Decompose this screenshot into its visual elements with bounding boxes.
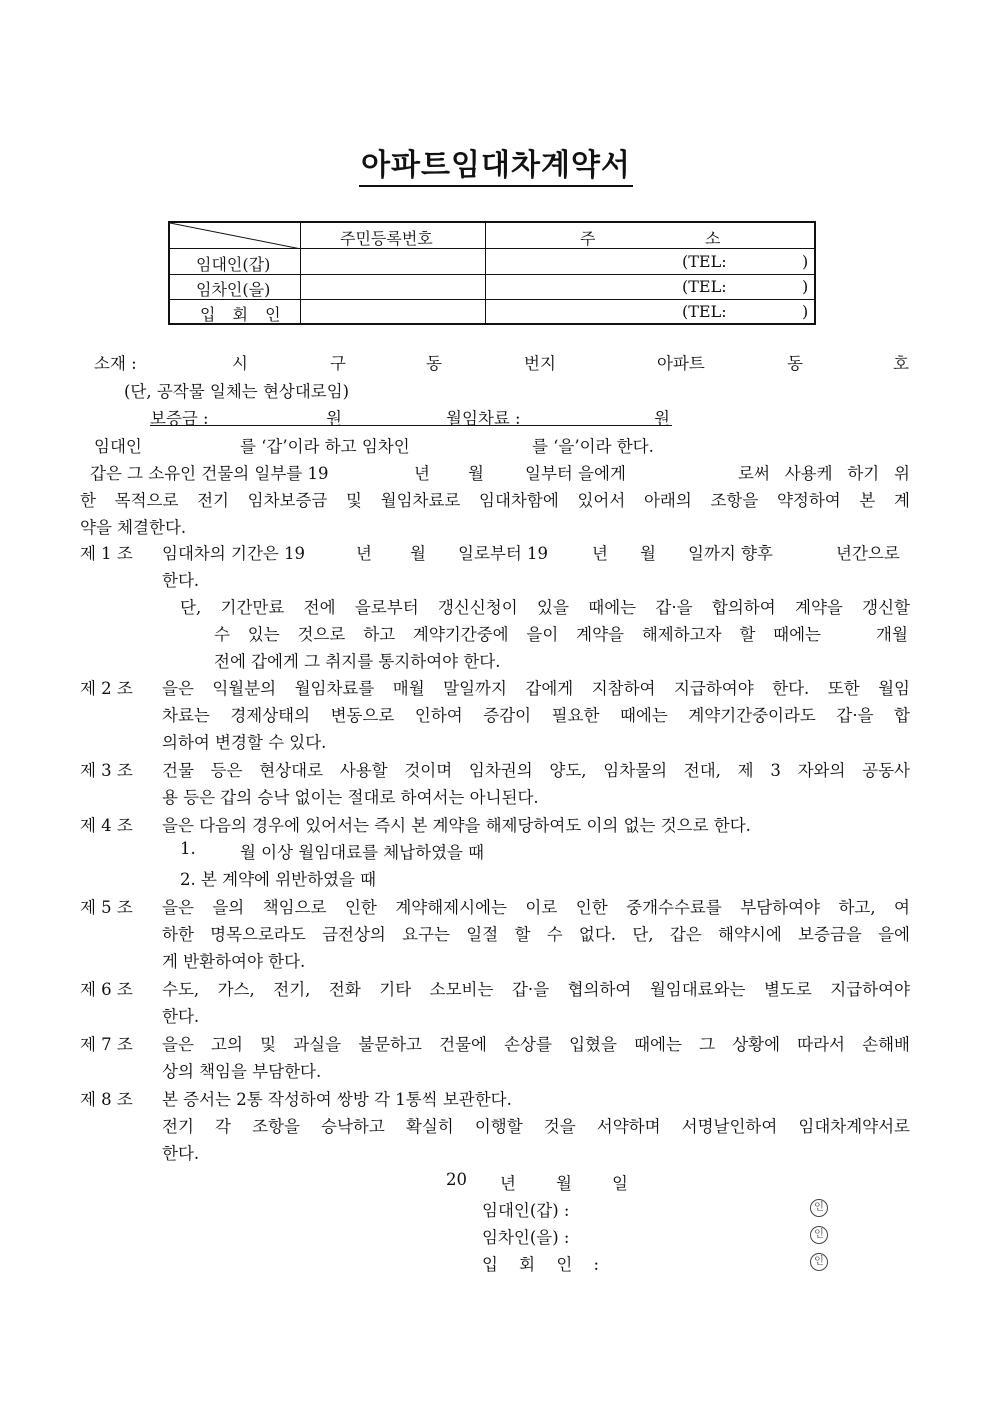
rent-unit: 원 [654,409,670,428]
closing-line1: 전기 각 조항을 승낙하고 확실히 이행할 것을 서약하며 서명날인하여 임대차계약서로 [162,1117,910,1136]
location-gu: 구 [330,354,346,373]
article-1-line1-a: 임대차의 기간은 19 [162,544,306,563]
row-label-lessee: 임차인(을) [196,280,271,299]
header-address-2: 소 [705,229,721,248]
date-month: 월 [556,1174,572,1193]
intro-line1-d: 일부터 을에게 [525,464,626,483]
payment-line [150,405,672,426]
article-5-line2: 하한 명목으로라도 금전상의 요구는 일절 할 수 없다. 단, 갑은 해약시에 보증금을 을에 [162,925,910,944]
date-year-prefix: 20 [446,1170,467,1189]
rent-label: 월임차료 : [446,409,521,428]
closing-line2: 한다. [162,1144,200,1163]
header-resident-number: 주민등록번호 [340,229,433,248]
article-1-line1-year2: 년 [592,544,608,563]
article-1-line1-h: 년간으로 [836,544,900,563]
article-1-sub2-b: 개월 [876,625,908,644]
table-diagonal [170,223,301,249]
header-address-1: 주 [580,229,596,248]
intro-line1-a: 갑은 그 소유인 건물의 일부를 19 [90,464,329,483]
row-tel-close-lessor: ) [802,252,809,271]
location-dong: 동 [426,354,442,373]
article-1-line1-month2: 월 [640,544,656,563]
article-1-label: 제 1 조 [80,544,133,563]
seal-icon: 인 [810,1199,828,1217]
article-1-line1-month: 월 [410,544,426,563]
signature-witness-label: 입 회 인 : [482,1255,608,1274]
parties-lessor-desc: 를 ‘갑’이라 하고 임차인 [240,437,410,456]
row-label-witness: 입 회 인 [200,305,287,324]
row-label-lessor: 임대인(갑) [196,255,271,274]
article-6-line1: 수도, 가스, 전기, 전화 기타 소모비는 갑·을 협의하여 월임대료와는 별도로 지급하여야 [162,980,910,999]
article-1-sub1: 단, 기간만료 전에 을로부터 갱신신청이 있을 때에는 갑·을 합의하여 계약을 갱신할 [180,598,910,617]
title-text: 아파트임대차계약서 [359,148,633,187]
location-apartment: 아파트 [657,354,705,373]
row-tel-lessee: (TEL: [682,277,727,296]
article-5-label: 제 5 조 [80,898,133,917]
table-col-divider [485,223,486,323]
article-1-line1-year: 년 [356,544,372,563]
intro-line3: 약을 체결한다. [80,518,187,537]
article-2-label: 제 2 조 [80,679,133,698]
article-7-line2: 상의 책임을 부담한다. [162,1062,322,1081]
deposit-label: 보증금 : [150,409,209,428]
date-day: 일 [612,1174,628,1193]
article-7-label: 제 7 조 [80,1035,133,1054]
row-tel-close-lessee: ) [802,277,809,296]
article-3-label: 제 3 조 [80,761,133,780]
seal-icon: 인 [810,1226,828,1244]
location-bunji: 번지 [524,354,556,373]
article-1-line1-g: 일까지 향후 [688,544,773,563]
article-2-line1: 을은 익월분의 월임차료를 매월 말일까지 갑에게 지참하여 지급하여야 한다. 또한 월임 [162,679,910,698]
row-tel-witness: (TEL: [682,302,727,321]
article-8-label: 제 8 조 [80,1090,133,1109]
article-3-line1: 건물 등은 현상대로 사용할 것이며 임차권의 양도, 임차물의 전대, 제 3 자와의 공동사 [162,761,910,780]
parties-lessor: 임대인 [94,437,142,456]
location-si: 시 [232,354,248,373]
row-tel-close-witness: ) [802,302,809,321]
article-1-sub2-a: 수 있는 것으로 하고 계약기간중에 을이 계약을 해제하고자 할 때에는 [214,625,821,644]
intro-line1-e: 로써 사용케 하기 위 [738,464,910,483]
article-2-line2: 차료는 경제상태의 변동으로 인하여 증감이 필요한 때에는 계약기간중이라도 갑·을 합 [162,706,910,725]
article-1-line2: 한다. [162,571,200,590]
table-col-divider [300,223,301,323]
article-3-line2: 용 등은 갑의 승낙 없이는 절대로 하여서는 아니된다. [162,788,539,807]
article-4-item1-text: 월 이상 월임대료를 체납하였을 때 [240,843,485,862]
article-8-line1: 본 증서는 2통 작성하여 쌍방 각 1통씩 보관한다. [162,1090,512,1109]
intro-line1-month: 월 [468,464,484,483]
article-6-line2: 한다. [162,1007,200,1026]
article-4-label: 제 4 조 [80,816,133,835]
article-1-line1-d: 일로부터 19 [458,544,548,563]
row-tel-lessor: (TEL: [682,252,727,271]
location-ho: 호 [893,354,909,373]
intro-line2: 한 목적으로 전기 임차보증금 및 월임차료로 임대차함에 있어서 아래의 조항을 약정하여 본 계 [80,491,910,510]
intro-line1-year: 년 [414,464,430,483]
article-5-line3: 게 반환하여야 한다. [162,952,306,971]
article-2-line3: 의하여 변경할 수 있다. [162,733,327,752]
article-1-sub3: 전에 갑에게 그 취지를 통지하여야 한다. [214,652,501,671]
article-4-line1: 을은 다음의 경우에 있어서는 즉시 본 계약을 해제당하여도 이의 없는 것으로 한다. [162,816,751,835]
signature-lessor-label: 임대인(갑) : [482,1201,570,1220]
article-4-item2: 2. 본 계약에 위반하였을 때 [180,870,377,889]
seal-icon: 인 [810,1253,828,1271]
signature-lessee-label: 임차인(을) : [482,1228,570,1247]
article-5-line1: 을은 을의 책임으로 인한 계약해제시에는 이로 인한 중개수수료를 부담하여야 하고, 여 [162,898,910,917]
date-year: 년 [500,1174,516,1193]
location-prefix: 소재 : [94,354,137,373]
location-note: (단, 공작물 일체는 현상대로임) [124,382,350,401]
article-7-line1: 을은 고의 및 과실을 불문하고 건물에 손상를 입혔을 때에는 그 상황에 따라서 손해배 [162,1035,910,1054]
document-title [0,140,992,184]
party-table [168,221,816,325]
article-6-label: 제 6 조 [80,980,133,999]
article-4-item1-num: 1. [180,839,196,858]
location-building-dong: 동 [787,354,803,373]
parties-lessee-desc: 를 ‘을’이라 한다. [532,437,654,456]
deposit-unit: 원 [326,409,342,428]
